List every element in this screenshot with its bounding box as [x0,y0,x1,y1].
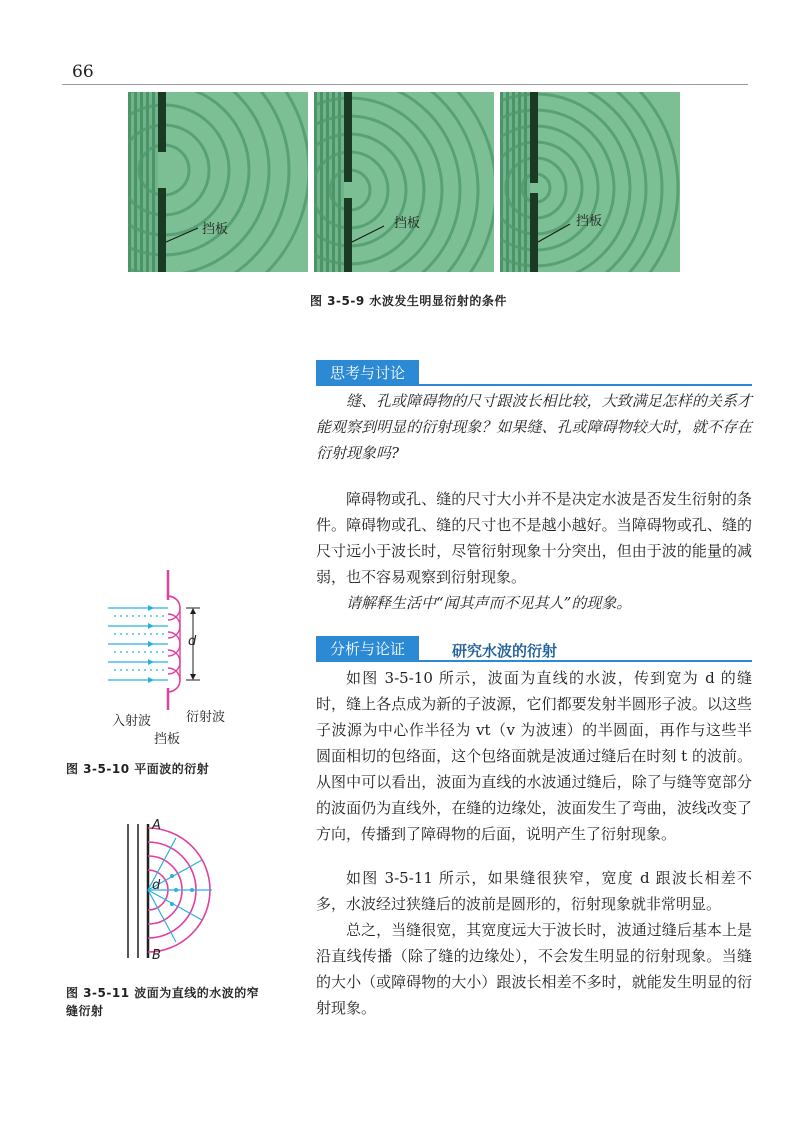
ripple-photo-1 [128,92,308,272]
think-discuss-title: 思考与讨论 [316,360,419,386]
figure-3-5-11-caption-line2: 缝衍射 [66,1004,104,1018]
point-a-label: A [152,818,161,833]
ripple-photo-2 [314,92,494,272]
page-number: 66 [72,62,94,82]
incident-wave-lines [108,608,168,680]
analysis-subtitle: 研究水波的衍射 [452,642,558,660]
barrier-label-1: 挡板 [202,222,229,237]
figure-3-5-10-caption: 图 3-5-10 平面波的衍射 [66,762,210,776]
analysis-paragraph-1: 如图 3-5-10 所示，波面为直线的水波，传到宽为 d 的缝时，缝上各点成为新的子波源，它们都要发射半圆形子波。以这些子波源为中心作半径为 vt（v 为波速）的半圆面，再作与这些半圆面相切的包络面，这个包络面就是波通过缝后在时刻 t 的波前。从图中可以看出，波面为直线的水波通过缝后，除了与缝等宽部分的波面仍为直线外，在缝的边缘处，波面发生了弯曲，波线改变了方向，传播到了障碍物的后面，说明产生了衍射现象。 [316,669,752,843]
slit-width-label: d [188,634,197,649]
figure-3-5-10 [108,570,238,710]
think-exercise: 请解释生活中“闻其声而不见其人”的现象。 [346,594,632,612]
diffracted-wave-label: 衍射波 [186,710,226,725]
barrier-label-3: 挡板 [576,214,603,229]
analysis-paragraph-2: 如图 3-5-11 所示，如果缝很狭窄，宽度 d 跟波长相差不多，水波经过狭缝后的波前是圆形的，衍射现象就非常明显。 [316,869,752,913]
ripple-photo-3 [500,92,680,272]
barrier-label-2: 挡板 [394,216,421,231]
analysis-paragraph-3: 总之，当缝很宽，其宽度远大于波长时，波通过缝后基本上是沿直线传播（除了缝的边缘处），不会发生明显的衍射现象。当缝的大小（或障碍物的大小）跟波长相差不多时，就能发生明显的衍射现象。 [316,921,752,1017]
analysis-title: 分析与论证 [316,636,419,662]
slit-width-label-2: d [152,878,161,893]
figure-3-5-9-photos [128,92,680,272]
think-discuss-rule [316,384,752,386]
barrier-label: 挡板 [154,732,181,747]
incident-wave-label: 入射波 [112,714,152,729]
point-b-label: B [152,948,161,963]
wavelet-arcs [168,596,180,692]
figure-3-5-9-caption: 图 3-5-9 水波发生明显衍射的条件 [310,294,507,308]
think-question: 缝、孔或障碍物的尺寸跟波长相比较，大致满足怎样的关系才能观察到明显的衍射现象？如果缝、孔或障碍物较大时，就不存在衍射现象吗? [316,392,752,462]
think-answer: 障碍物或孔、缝的尺寸大小并不是决定水波是否发生衍射的条件。障碍物或孔、缝的尺寸也不是越小越好。当障碍物或孔、缝的尺寸远小于波长时，尽管衍射现象十分突出，但由于波的能量的减弱，也不容易观察到衍射现象。 [316,490,752,586]
figure-3-5-11-caption-line1: 图 3-5-11 波面为直线的水波的窄 [66,986,260,1000]
analysis-rule [316,660,752,662]
figure-3-5-11 [116,818,226,963]
header-rule [62,84,748,85]
